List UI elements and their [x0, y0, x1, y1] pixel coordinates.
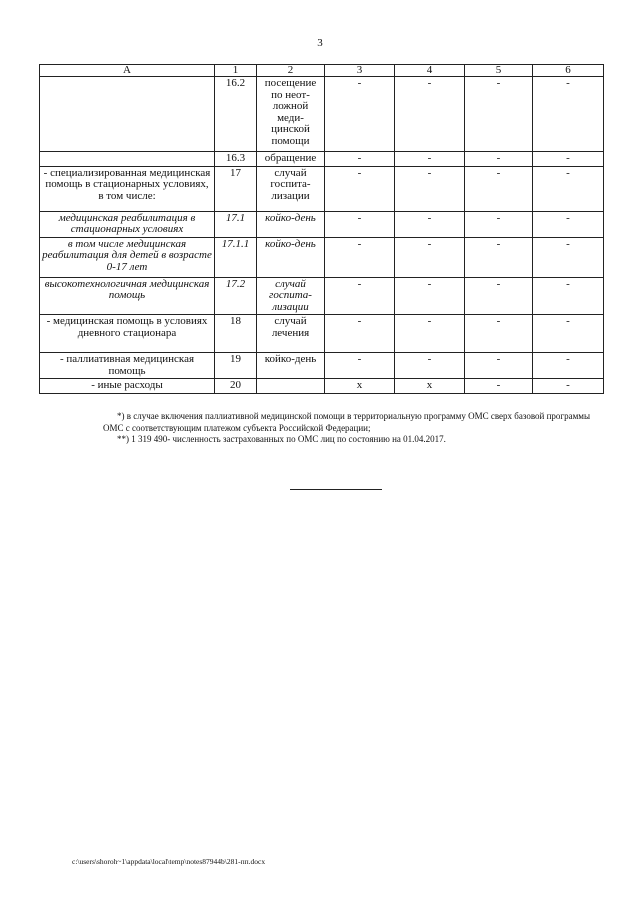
row-value-col5: -: [465, 152, 533, 167]
row-unit-cell: случай лечения: [257, 315, 325, 353]
row-value-col3: -: [325, 277, 395, 315]
row-value-col6: -: [533, 315, 604, 353]
row-value-col4: -: [395, 277, 465, 315]
table-row: [40, 77, 604, 152]
table-row: [40, 166, 604, 211]
column-header-5: 5: [465, 65, 533, 77]
table-row: [40, 237, 604, 277]
row-value-col3: -: [325, 237, 395, 277]
row-name-cell: - иные расходы: [40, 379, 215, 394]
row-value-col3: x: [325, 379, 395, 394]
row-number-cell: 20: [215, 379, 257, 394]
row-name-cell: - специализированная медицинская помощь в стационарных условиях, в том числе:: [40, 166, 215, 211]
row-number-cell: 17.1: [215, 211, 257, 237]
footnotes: [103, 411, 600, 446]
row-value-col4: -: [395, 211, 465, 237]
table-row: [40, 315, 604, 353]
row-value-col3: -: [325, 315, 395, 353]
row-value-col5: -: [465, 353, 533, 379]
row-value-col6: -: [533, 77, 604, 152]
row-value-col5: -: [465, 277, 533, 315]
row-value-col4: -: [395, 152, 465, 167]
row-value-col5: -: [465, 379, 533, 394]
row-unit-cell: [257, 379, 325, 394]
row-value-col4: -: [395, 166, 465, 211]
row-value-col3: -: [325, 166, 395, 211]
footnote-insured-count: **) 1 319 490- численность застрахованных по ОМС лиц по состоянию на 01.04.2017.: [117, 434, 446, 444]
column-header-2: 2: [257, 65, 325, 77]
row-value-col3: -: [325, 353, 395, 379]
row-name-cell: [40, 152, 215, 167]
column-header-a: А: [40, 65, 215, 77]
closing-rule: [290, 489, 382, 490]
row-name-cell: высокотехнологичная медицинская помощь: [40, 277, 215, 315]
column-header-3: 3: [325, 65, 395, 77]
column-header-6: 6: [533, 65, 604, 77]
table-row: [40, 277, 604, 315]
row-unit-cell: обращение: [257, 152, 325, 167]
column-header-4: 4: [395, 65, 465, 77]
row-value-col6: -: [533, 166, 604, 211]
table-row: [40, 379, 604, 394]
row-number-cell: 16.2: [215, 77, 257, 152]
row-number-cell: 17.2: [215, 277, 257, 315]
row-value-col4: x: [395, 379, 465, 394]
table-row: [40, 353, 604, 379]
row-number-cell: 19: [215, 353, 257, 379]
row-unit-cell: койко-день: [257, 237, 325, 277]
row-value-col5: -: [465, 315, 533, 353]
row-unit-cell: койко-день: [257, 353, 325, 379]
row-value-col4: -: [395, 315, 465, 353]
row-unit-cell: случай госпита-лизации: [257, 277, 325, 315]
row-value-col4: -: [395, 353, 465, 379]
row-number-cell: 17: [215, 166, 257, 211]
table-header-row: [40, 65, 604, 77]
row-value-col4: -: [395, 77, 465, 152]
row-value-col5: -: [465, 237, 533, 277]
row-value-col3: -: [325, 77, 395, 152]
row-value-col5: -: [465, 211, 533, 237]
data-table: [39, 64, 604, 394]
row-unit-cell: случай госпита-лизации: [257, 166, 325, 211]
row-name-cell: медицинская реабилитация в стационарных условиях: [40, 211, 215, 237]
page-number: 3: [317, 37, 323, 49]
column-header-1: 1: [215, 65, 257, 77]
row-value-col5: -: [465, 77, 533, 152]
row-number-cell: 18: [215, 315, 257, 353]
row-number-cell: 17.1.1: [215, 237, 257, 277]
row-value-col6: -: [533, 152, 604, 167]
row-value-col4: -: [395, 237, 465, 277]
row-name-cell: в том числе медицинская реабилитация для детей в возрасте 0-17 лет: [40, 237, 215, 277]
row-number-cell: 16.3: [215, 152, 257, 167]
row-unit-cell: койко-день: [257, 211, 325, 237]
row-value-col6: -: [533, 237, 604, 277]
row-name-cell: [40, 77, 215, 152]
row-value-col3: -: [325, 152, 395, 167]
row-value-col6: -: [533, 211, 604, 237]
row-value-col6: -: [533, 277, 604, 315]
file-path: c:\users\shoroh~1\appdata\local\temp\notes87944b\281-пп.docx: [72, 857, 266, 866]
table-row: [40, 211, 604, 237]
table-row: [40, 152, 604, 167]
row-name-cell: - паллиативная медицинская помощь: [40, 353, 215, 379]
row-value-col6: -: [533, 353, 604, 379]
row-value-col6: -: [533, 379, 604, 394]
row-name-cell: - медицинская помощь в условиях дневного стационара: [40, 315, 215, 353]
row-value-col3: -: [325, 211, 395, 237]
row-unit-cell: посещение по неот-ложной меди-цинской помощи: [257, 77, 325, 152]
row-value-col5: -: [465, 166, 533, 211]
footnote-palliative: *) в случае включения паллиативной медицинской помощи в территориальную программу ОМС сверх базовой программы ОМС с соответствующим платежом субъекта Российской Федерации;: [103, 411, 591, 433]
